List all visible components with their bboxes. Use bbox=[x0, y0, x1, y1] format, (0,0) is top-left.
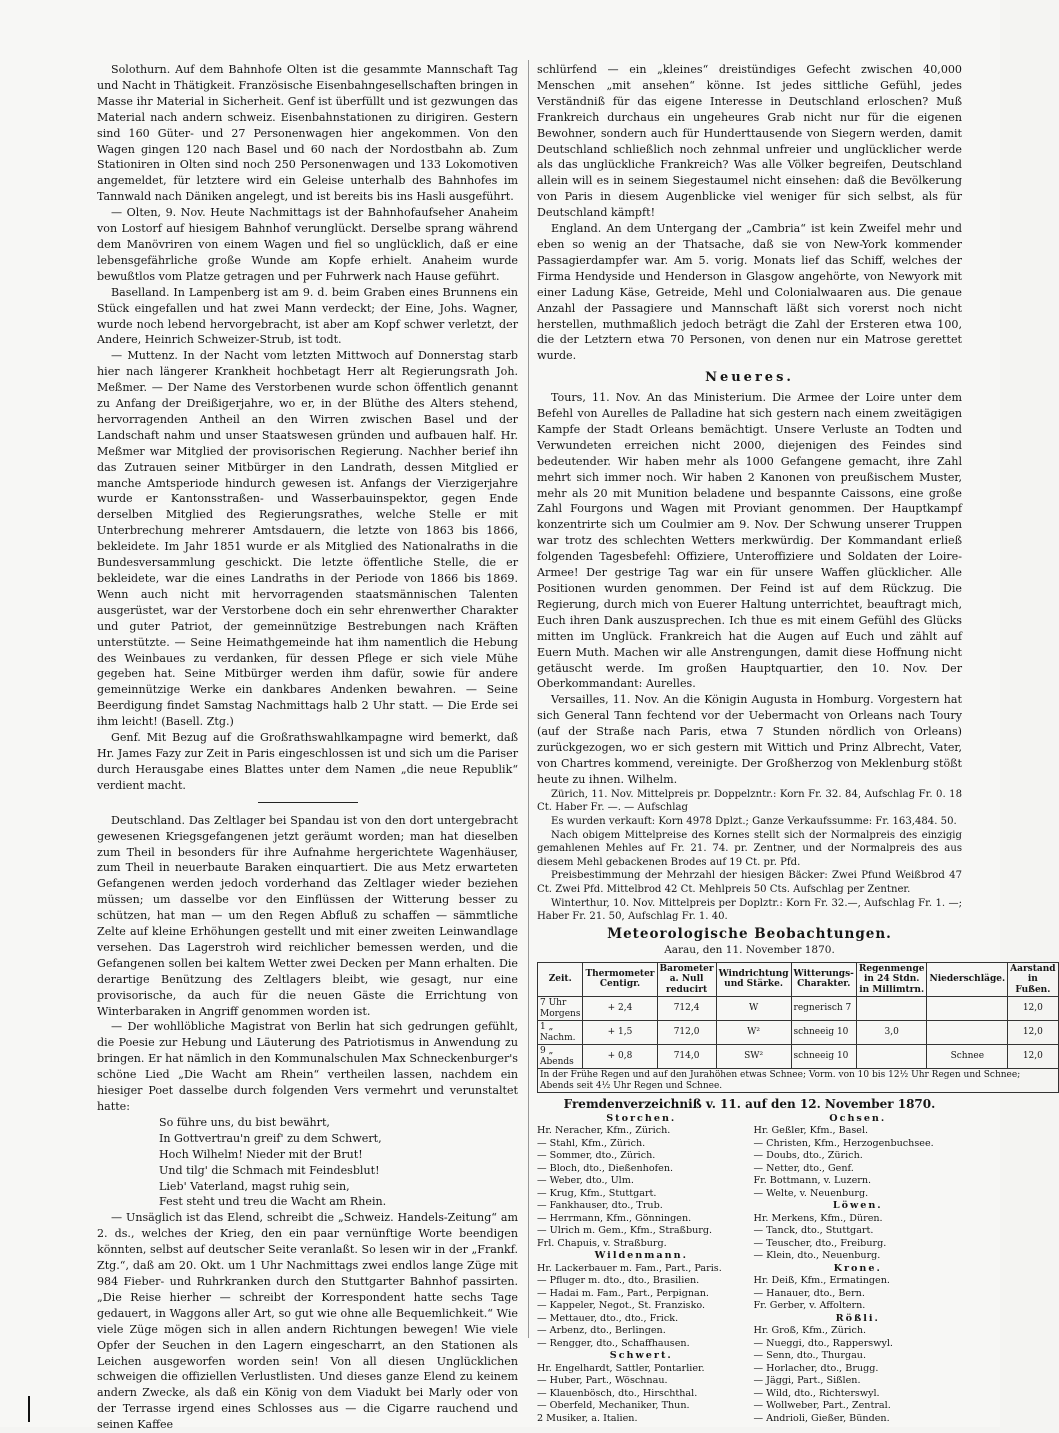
guest-entry: — Hadai m. Fam., Part., Perpignan. bbox=[537, 1287, 709, 1299]
poem-line: In Gottvertrau'n greif' zu dem Schwert, bbox=[159, 1131, 382, 1145]
table-cell: SW² bbox=[716, 1045, 791, 1069]
hotel-heading: Rößli. bbox=[835, 1312, 880, 1324]
table-cell: 712,4 bbox=[657, 997, 716, 1021]
guest-entry: — Welte, v. Neuenburg. bbox=[753, 1187, 869, 1199]
guest-entry: — Doubs, dto., Zürich. bbox=[753, 1150, 863, 1162]
article-olten: — Olten, 9. Nov. Heute Nachmittags ist der Bahnhofaufseher Anaheim von Lostorf auf hiesigem Bahnhof verunglückt. Derselbe sprang während dem Manövriren von einem Wagen und fiel so unglücklich, daß er eine lebensgefährliche große Wunde am Kopfe erhielt. Anaheim wurde bewußtlos vom Platze getragen und per Fuhrwerk nach Hause geführt. bbox=[97, 206, 518, 283]
guest-entry: — Horlacher, dto., Brugg. bbox=[753, 1362, 879, 1374]
table-row bbox=[538, 1045, 1059, 1069]
right-column bbox=[537, 62, 1056, 1425]
guest-entry: — Fankhauser, dto., Trub. bbox=[537, 1200, 663, 1212]
poem bbox=[159, 1115, 518, 1210]
guest-entry: — Senn, dto., Thurgau. bbox=[753, 1350, 867, 1362]
hotel-heading: Storchen. bbox=[606, 1112, 677, 1124]
table-cell: 7 Uhr Morgens bbox=[538, 997, 583, 1021]
guest-entry: — Pfluger m. dto., dto., Brasilien. bbox=[537, 1275, 700, 1287]
guest-entry: — Andrioli, Gießer, Bünden. bbox=[753, 1412, 890, 1424]
col-header: Niederschläge. bbox=[927, 962, 1008, 997]
table-cell bbox=[927, 997, 1008, 1021]
col-header: Thermometer Centigr. bbox=[583, 962, 657, 997]
guest-entry: — Jäggi, Part., Sißlen. bbox=[753, 1375, 861, 1387]
col-header: Witterungs-Charakter. bbox=[791, 962, 856, 997]
guest-entry: Frl. Chapuis, v. Straßburg. bbox=[537, 1237, 667, 1249]
guest-entry: — Christen, Kfm., Herzogenbuchsee. bbox=[753, 1137, 934, 1149]
col-header: Windrichtung und Stärke. bbox=[716, 962, 791, 997]
table-cell: + 2,4 bbox=[583, 997, 657, 1021]
guest-entry: — Huber, Part., Wöschnau. bbox=[537, 1375, 668, 1387]
guest-list-title: Fremdenverzeichniß v. 11. auf den 12. November 1870. bbox=[563, 1097, 936, 1112]
guest-entry: Hr. Neracher, Kfm., Zürich. bbox=[537, 1125, 671, 1137]
article-elend: — Unsäglich ist das Elend, schreibt die „Schweiz. Handels-Zeitung“ am 2. ds., welches der Krieg, den ein paar vernünftige Worte beendigen könnten, selbst auf deutscher Seite veranlaßt. So lesen wir in der „Frankf. Ztg.“, daß am 20. Okt. um 1 Uhr Nachmittags zwei endlos lange Züge mit 984 Fieber- und Ruhrkranken durch den Stuttgarter Bahnhof passirten. „Die Reise hierher — schreibt der Korrespondent hatte sechs Tage gedauert, in Waggons aller Art, so gut wie ohne alle Bequemlichkeit.“ Wie viele Züge mögen sich in allen andern Richtungen bewegen! Wie viele Opfer der Seuchen in den Lagern eingescharrt, an den Stationen als Leichen ausgeworfen worden sein! Von all diesen Unglücklichen schweigen die offiziellen Verlustlisten. Und dieses ganze Elend zu keinem andern Zwecke, als daß ein König von dem Viadukt bei Marly oder von der Terrasse irgend eines Schlosses aus — die Cigarre rauchend und seinen Kaffee bbox=[97, 1211, 518, 1432]
guest-entry: — Sommer, dto., Zürich. bbox=[537, 1150, 656, 1162]
col-header: Aarstand in Fußen. bbox=[1008, 962, 1058, 997]
section-divider bbox=[258, 802, 358, 803]
weather-subtitle: Aarau, den 11. November 1870. bbox=[664, 943, 835, 956]
guest-entry: — Kappeler, Negot., St. Franzisko. bbox=[537, 1300, 706, 1312]
table-cell: 9 „ Abends bbox=[538, 1045, 583, 1069]
poem-line: So führe uns, du bist bewährt, bbox=[159, 1115, 330, 1129]
article-baselland: Baselland. In Lampenberg ist am 9. d. beim Graben eines Brunnens ein Stück eingefallen und hat zwei Mann verdeckt; der Eine, Johs. Wagner, wurde noch lebend hervorgebracht, ist aber am Kopf schwer verletzt, der Andere, Heinrich Schweizer-Strub, ist todt. bbox=[97, 285, 518, 347]
table-cell: regnerisch 7 bbox=[791, 997, 856, 1021]
table-cell: schneeig 10 bbox=[791, 1021, 856, 1045]
table-cell: 12,0 bbox=[1008, 997, 1058, 1021]
section-heading-neueres: Neueres. bbox=[705, 370, 794, 386]
table-cell: 3,0 bbox=[856, 1021, 927, 1045]
guest-entry: Hr. Geßler, Kfm., Basel. bbox=[753, 1125, 869, 1137]
table-cell: 714,0 bbox=[657, 1045, 716, 1069]
guest-entry: — Netter, dto., Genf. bbox=[753, 1162, 854, 1174]
table-cell: + 0,8 bbox=[583, 1045, 657, 1069]
table-cell: 12,0 bbox=[1008, 1045, 1058, 1069]
guest-entry: — Weber, dto., Ulm. bbox=[537, 1175, 634, 1187]
weather-title: Meteorologische Beobachtungen. bbox=[607, 925, 892, 942]
hotel-heading: Löwen. bbox=[832, 1200, 883, 1212]
guest-entry: — Wollweber, Part., Zentral. bbox=[753, 1400, 891, 1412]
col-header: Regenmenge in 24 Stdn. in Millimtrn. bbox=[856, 962, 927, 997]
article-versailles: Versailles, 11. Nov. An die Königin Augusta in Homburg. Vorgestern hat sich General Tann fechtend vor der Uebermacht von Orleans nach Toury (auf der Straße nach Paris, etwa 7 Stunden nördlich von Orleans) zurückgezogen, wo er sich gestern mit Wittich und Prinz Albrecht, Vater, von Chartres kommend, vereinigte. Der Großherzog von Meklenburg stößt heute zu ihnen. Wilhelm. bbox=[537, 693, 962, 786]
guest-entry: Hr. Groß, Kfm., Zürich. bbox=[753, 1325, 867, 1337]
guest-entry: Fr. Bottmann, v. Luzern. bbox=[753, 1175, 872, 1187]
table-cell bbox=[856, 997, 927, 1021]
margin-mark bbox=[28, 1396, 30, 1422]
guest-entry: — Herrmann, Kfm., Gönningen. bbox=[537, 1212, 692, 1224]
guest-entry: — Krug, Kfm., Stuttgart. bbox=[537, 1187, 657, 1199]
guest-entry: — Teuscher, dto., Freiburg. bbox=[753, 1237, 887, 1249]
left-column bbox=[97, 62, 518, 1433]
guest-entry: — Klein, dto., Neuenburg. bbox=[753, 1250, 881, 1262]
article-genf: Genf. Mit Bezug auf die Großrathswahlkampagne wird bemerkt, daß Hr. James Fazy zur Zeit in Paris eingeschlossen ist und sich um die Pariser durch Herausgabe eines Blattes unter dem Namen „die neue Republik“ verdient macht. bbox=[97, 731, 518, 792]
weather-header-row bbox=[538, 962, 1059, 997]
guest-entry: — Nueggi, dto., Rapperswyl. bbox=[753, 1337, 893, 1349]
guest-entry: — Stahl, Kfm., Zürich. bbox=[537, 1137, 646, 1149]
guest-entry: — Hanauer, dto., Bern. bbox=[753, 1287, 865, 1299]
guest-entry: — Arbenz, dto., Berlingen. bbox=[537, 1325, 666, 1337]
guest-entry: — Ulrich m. Gem., Kfm., Straßburg. bbox=[537, 1225, 713, 1237]
guest-entry: 2 Musiker, a. Italien. bbox=[537, 1412, 638, 1424]
guest-entry: — Tanck, dto., Stuttgart. bbox=[753, 1225, 874, 1237]
hotel-heading: Ochsen. bbox=[829, 1112, 887, 1124]
table-cell: Schnee bbox=[927, 1045, 1008, 1069]
article-solothurn: Solothurn. Auf dem Bahnhofe Olten ist die gesammte Mannschaft Tag und Nacht in Thätigkeit. Französische Eisenbahngesellschaften bringen in Masse ihr Material in Sicherheit. Genf ist überfüllt und ist gezwungen das Material nach andern schweiz. Eisenbahnstationen zu dirigiren. Gestern sind 160 Güter- und 27 Personenwagen hier angekommen. Von den Wagen gingen 120 nach Basel und 60 nach der Nordostbahn ab. Zum Stationiren in Olten sind noch 250 Personenwagen und 133 Lokomotiven angemeldet, für letztere wird ein Geleise unterhalb des Bahnhofes im Tannwald nach Däniken angelegt, und ist bereits bis ins Hasli ausgeführt. bbox=[97, 63, 518, 204]
market-sales: Es wurden verkauft: Korn 4978 Dplzt.; Ganze Verkaufssumme: Fr. 163,484. 50. bbox=[551, 815, 957, 827]
table-cell bbox=[856, 1045, 927, 1069]
col-header: Barometer a. Null reducirt bbox=[657, 962, 716, 997]
market-baecker: Preisbestimmung der Mehrzahl der hiesigen Bäcker: Zwei Pfund Weißbrod 47 Ct. Zwei Pfd. Mittelbrod 42 Ct. Mehlpreis 50 Cts. Aufschlag per Zentner. bbox=[537, 870, 962, 895]
market-winterthur: Winterthur, 10. Nov. Mittelpreis per Doplztr.: Korn Fr. 32.—, Aufschlag Fr. 1. —; Haber Fr. 21. 50, Aufschlag Fr. 1. 40. bbox=[537, 897, 962, 923]
hotel-heading: Wildenmann. bbox=[594, 1250, 688, 1262]
table-cell: W² bbox=[716, 1021, 791, 1045]
guest-entry: — Mettauer, dto., dto., Frick. bbox=[537, 1312, 679, 1324]
poem-line: Lieb' Vaterland, magst ruhig sein, bbox=[159, 1179, 350, 1193]
table-cell: 1 „ Nachm. bbox=[538, 1021, 583, 1045]
table-cell: schneeig 10 bbox=[791, 1045, 856, 1069]
column-rule bbox=[528, 60, 529, 1338]
guest-entry: Hr. Engelhardt, Sattler, Pontarlier. bbox=[537, 1362, 705, 1374]
poem-line: Und tilg' die Schmach mit Feindesblut! bbox=[159, 1163, 380, 1177]
article-muttenz: — Muttenz. In der Nacht vom letzten Mittwoch auf Donnerstag starb hier nach längerer Krankheit hochbetagt Herr alt Regierungsrath Joh. Meßmer. — Der Name des Verstorbenen wurde schon öffentlich genannt zu Anfang der Dreißigerjahre, wo er, in der Blüthe des Alters stehend, hervorragenden Antheil an den Wirren zwischen Basel und der Landschaft nahm und unser Staatswesen gründen und aufbauen half. Hr. Meßmer war Mitglied der provisorischen Regierung. Nachher berief ihn das Zutrauen seiner Mitbürger in den Landrath, dessen Mitglied er manche Amtsperiode hindurch gewesen ist. Anfangs der Vierzigerjahre wurde er Kantonsstraßen- und Wasserbauinspektor, gegen Ende derselben Mitglied des Regierungsrathes, welche Stelle er mit Unterbrechung mehrerer Amtsdauern, die letzte von 1863 bis 1866, bekleidete. Im Jahr 1851 wurde er als Mitglied des Nationalraths in die Bundesversammlung geschickt. Die letzte öffentliche Stelle, die er bekleidete, war die eines Landraths in der Periode von 1866 bis 1869. Wenn auch nicht mit hervorragenden staatsmännischen Talenten ausgerüstet, war der Verstorbene doch ein sehr ehrenwerther Charakter und guter Patriot, der gemeinnützige Bestrebungen nach Kräften unterstützte. — Seine Heimathgemeinde hat ihm namentlich die Hebung des Weinbaues zu verdanken, für dessen Pflege er sich viele Mühe gegeben hat. Seine Mitbürger werden ihm dafür, sowie für andere gemeinnützige Werke ein dankbares Andenken bewahren. — Seine Beerdigung findet Samstag Nachmittags halb 2 Uhr statt. — Die Erde sei ihm leicht! (Basell. Ztg.) bbox=[97, 349, 518, 729]
market-normalpreis: Nach obigem Mittelpreise des Kornes stellt sich der Normalpreis des einzigig gemahlenen Mehles auf Fr. 21. 74. pr. Zentner, und der Normalpreis des aus diesem Mehl gebackenen Brodes auf 19 Ct. pr. Pfd. bbox=[537, 829, 962, 868]
table-cell: + 1,5 bbox=[583, 1021, 657, 1045]
weather-table bbox=[537, 962, 1059, 1094]
article-deutschland: Deutschland. Das Zeltlager bei Spandau ist von den dort untergebracht gewesenen Kriegsgefangenen jetzt geräumt worden; man hat dieselben zum Theil in besonders für ihre Aufnahme hergerichtete Wagenhäuser, zum Theil in neuerbaute Baraken einquartiert. Die aus Metz erwarteten Gefangenen werden jedoch vorderhand das Zeltlager wieder beziehen müssen; um dasselbe vor den Einflüssen der Witterung besser zu schützen, hat man — um den Regen Abfluß zu schaffen — sämmtliche Zelte auf kleine Erhöhungen gestellt und mit einer zweiten Leinwandlage versehen. Das Lagerstroh wird reichlicher bemessen werden, und die Gefangenen sollen bei kaltem Wetter zwei Decken per Mann erhalten. Die derartige Benützung des Zeltlagers bleibt, wie gesagt, nur eine provisorische, da auch für die neuen Gäste die Errichtung von Winterbaraken in Angriff genommen worden ist. bbox=[97, 813, 518, 1018]
hotel-heading: Schwert. bbox=[609, 1350, 673, 1362]
guest-entry: — Klauenbösch, dto., Hirschthal. bbox=[537, 1387, 698, 1399]
col-header: Zeit. bbox=[538, 962, 583, 997]
table-row bbox=[538, 1021, 1059, 1045]
market-zuerich: Zürich, 11. Nov. Mittelpreis pr. Doppelzntr.: Korn Fr. 32. 84, Aufschlag Fr. 0. 18 Ct. Haber Fr. —. — Aufschlag bbox=[537, 788, 962, 814]
guest-entry: Hr. Deiß, Kfm., Ermatingen. bbox=[753, 1275, 890, 1287]
poem-line: Fest steht und treu die Wacht am Rhein. bbox=[159, 1195, 387, 1209]
table-cell: 712,0 bbox=[657, 1021, 716, 1045]
guest-entry: — Wild, dto., Richterswyl. bbox=[753, 1387, 880, 1399]
guest-entry: Hr. Lackerbauer m. Fam., Part., Paris. bbox=[537, 1262, 722, 1274]
guest-list-column bbox=[754, 1113, 963, 1426]
guest-entry: — Bloch, dto., Dießenhofen. bbox=[537, 1162, 674, 1174]
table-cell: W bbox=[716, 997, 791, 1021]
table-cell bbox=[927, 1021, 1008, 1045]
market-prices bbox=[537, 788, 962, 924]
article-tours: Tours, 11. Nov. An das Ministerium. Die Armee der Loire unter dem Befehl von Aurelles de Palladine hat sich gestern nach einem zweitägigen Kampfe der Stadt Orleans bemächtigt. Unsere Verluste an Todten und Verwundeten erreichen nicht 2000, diejenigen des Feindes sind bedeutender. Wir haben mehr als 1000 Gefangene gemacht, ihre Zahl mehrt sich immer noch. Wir haben 2 Kanonen von preußischem Muster, mehr als 20 mit Munition beladene und bespannte Caissons, eine große Zahl Fourgons und Wagen mit Proviant genommen. Der Hauptkampf konzentrirte sich um Coulmier am 9. Nov. Der Schwung unserer Truppen war trotz des schlechten Wetters merkwürdig. Der Kommandant erließ folgenden Tagesbefehl: Offiziere, Unteroffiziere und Soldaten der Loire-Armee! Der gestrige Tag war ein für unsere Waffen glücklicher. Alle Positionen wurden genommen. Der Feind ist auf dem Rückzug. Die Regierung, durch mich von Euerer Haltung unterrichtet, beauftragt mich, Euch ihren Dank auszusprechen. Ich thue es mit einem Gefühl des Glücks mitten im Unglück. Frankreich hat die Augen auf Euch und zählt auf Euern Muth. Machen wir alle Anstrengungen, damit diese Hoffnung nicht getäuscht werde. Im großen Hauptquartier, den 10. Nov. Der Oberkommandant: Aurelles. bbox=[537, 391, 962, 691]
guest-entry: Hr. Merkens, Kfm., Düren. bbox=[753, 1212, 883, 1224]
guest-list-column bbox=[537, 1113, 746, 1426]
table-cell: 12,0 bbox=[1008, 1021, 1058, 1045]
guest-entry: — Rengger, dto., Schaffhausen. bbox=[537, 1337, 690, 1349]
table-row bbox=[538, 1069, 1059, 1093]
weather-note: In der Frühe Regen und auf den Jurahöhen etwas Schnee; Vorm. von 10 bis 12½ Uhr Regen und Schnee; Abends seit 4½ Uhr Regen und Schnee. bbox=[538, 1069, 1059, 1093]
article-berlin: — Der wohllöbliche Magistrat von Berlin hat sich gedrungen gefühlt, die Poesie zur Hebung und Läuterung des Patriotismus in Anwendung zu bringen. Er hat nämlich in den Kommunalschulen Max Schneckenburger's schöne Lied „Die Wacht am Rhein“ vertheilen lassen, nachdem ein hiesiger Poet dasselbe durch folgenden Vers vermehrt und verunstaltet hatte: bbox=[97, 1020, 518, 1113]
poem-line: Hoch Wilhelm! Nieder mit der Brut! bbox=[159, 1147, 363, 1161]
article-england: England. An dem Untergang der „Cambria“ ist kein Zweifel mehr und eben so wenig an der Thatsache, daß sie von New-York kommender Passagierdampfer war. Am 5. vorig. Monats lief das Schiff, welches der Firma Hendyside und Henderson in Glasgow angehörte, von Newyork mit einer Ladung Käse, Getreide, Mehl und Colonialwaaren aus. Die genaue Anzahl der Passagiere und Mannschaft läßt sich vorerst noch nicht herstellen, muthmaßlich jedoch beträgt die Zahl der Ersteren etwa 100, die der Letztern etwa 70 Personen, von denen nur ein Matrose gerettet wurde. bbox=[537, 222, 962, 363]
guest-entry: Fr. Gerber, v. Affoltern. bbox=[753, 1300, 866, 1312]
guest-entry: — Oberfeld, Mechaniker, Thun. bbox=[537, 1400, 690, 1412]
table-row bbox=[538, 997, 1059, 1021]
guest-list bbox=[537, 1113, 962, 1426]
article-continuation: schlürfend — ein „kleines“ dreistündiges Gefecht zwischen 40,000 Menschen „mit ansehen“ könne. Ist jedes sittliche Gefühl, jedes Verständniß für das eigene Interesse in Deutschland erloschen? Muß Frankreich durchaus ein ungeheures Grab nicht nur für die eigenen Bewohner, sondern auch für Hunderttausende von Siegern werden, damit Deutschland schließlich noch zehnmal unfreier und unglücklicher werde als das unglückliche Frankreich? Was alle Völker begreifen, Deutschland allein will es in seinem Siegestaumel nicht einsehen: daß die Bevölkerung von Paris in diesem Augenblicke viel weniger für sich selbst, als für Deutschland kämpft! bbox=[537, 63, 962, 220]
hotel-heading: Krone. bbox=[833, 1262, 882, 1274]
